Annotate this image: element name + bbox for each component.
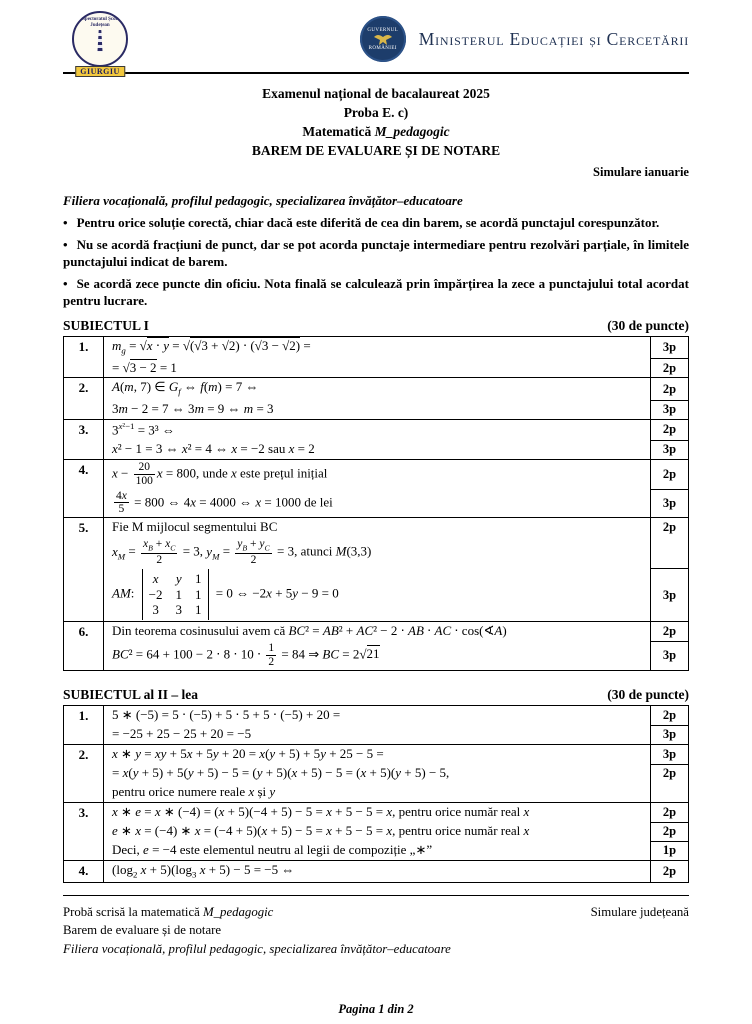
- points-cell: 2p: [650, 861, 688, 882]
- barem-item: [64, 337, 688, 377]
- footer-barem: Barem de evaluare și de notare: [63, 923, 222, 938]
- solution-content: [104, 378, 650, 399]
- solution-content: [104, 622, 650, 641]
- math-line: 3m − 2 = 7 ⇔ 3m = 9 ⇔ m = 3: [112, 400, 274, 416]
- item-number: 1.: [64, 706, 104, 744]
- inspectorate-ring-text: Inspectoratul Școlar Județean: [78, 17, 122, 28]
- solution-content: [104, 706, 650, 725]
- math-line: x² − 1 = 3 ⇔ x² = 4 ⇔ x = −2 sau x = 2: [112, 440, 315, 456]
- header-divider: [63, 72, 689, 74]
- solution-row: [104, 440, 688, 459]
- solution-content: [104, 440, 650, 459]
- gov-seal-text-bottom: ROMÂNIEI: [368, 45, 397, 51]
- points-cell: 2p: [650, 803, 688, 822]
- giurgiu-label: GIURGIU: [75, 66, 125, 77]
- item-number: 5.: [64, 518, 104, 621]
- subject1-table: [63, 336, 689, 670]
- solution-row: [104, 764, 688, 783]
- math-line: Deci, e = −4 este elementul neutru al legii de compoziție „∗”: [112, 841, 433, 857]
- item-number: 2.: [64, 745, 104, 802]
- solution-content: [104, 518, 650, 537]
- gov-seal-text-top: GUVERNUL: [367, 27, 399, 33]
- math-line: x ∗ e = x ∗ (−4) = (x + 5)(−4 + 5) − 5 = x + 5 − 5 = x, pentru orice număr real x: [112, 803, 530, 819]
- barem-item: [64, 744, 688, 802]
- barem-item: [64, 706, 688, 744]
- bullet-marker: •: [63, 276, 68, 292]
- barem-item: [64, 802, 688, 860]
- solution-row: [104, 378, 688, 399]
- math-line: Din teorema cosinusului avem că BC² = AB² + AC² − 2 ⋅ AB ⋅ AC ⋅ cos(∢A): [112, 623, 507, 639]
- math-line: ($\log_2$ $x + 5)(\log_3$ x + 5) − 5 = −5 ⇔: [112, 861, 295, 880]
- barem-item: [64, 517, 688, 621]
- points-cell: 3p: [650, 641, 688, 670]
- item-number: 2.: [64, 378, 104, 418]
- barem-item: [64, 860, 688, 882]
- math-line: = x(y + 5) + 5(y + 5) − 5 = (y + 5)(x + 5) − 5 = (x + 5)(y + 5) − 5,: [112, 764, 450, 780]
- solution-row: [104, 337, 688, 358]
- solution-row: [104, 783, 688, 802]
- solution-row: [104, 400, 688, 419]
- title-block: [63, 84, 689, 161]
- exam-title: Examenul național de bacalaureat 2025: [262, 86, 490, 101]
- item-number: 4.: [64, 861, 104, 882]
- points-cell: 2p: [650, 622, 688, 641]
- points-cell: 3p: [650, 337, 688, 358]
- item-number: 4.: [64, 460, 104, 518]
- solution-row: [104, 725, 688, 744]
- footer-proba: Probă scrisă la matematică M_pedagogic: [63, 904, 274, 919]
- points-cell: 3p: [650, 440, 688, 459]
- item-number: 6.: [64, 622, 104, 670]
- solution-row: [104, 822, 688, 841]
- solution-content: [104, 783, 650, 802]
- math-line: x − $\frac{20}{100}$ x = 800, unde x este prețul inițial: [112, 460, 328, 487]
- ministry-title: Ministerul Educației și Cercetării: [418, 28, 689, 49]
- solution-content: [104, 861, 650, 882]
- solution-content: [104, 841, 650, 860]
- barem-item: [64, 377, 688, 418]
- inspectorate-stamp-icon: [72, 11, 128, 67]
- math-line: BC² = 64 + 100 − 2 ⋅ 8 ⋅ 10 ⋅ $\frac{1}{2}$ = 84 ⇒ BC = 2√21: [112, 641, 380, 668]
- points-cell: 2p: [650, 518, 688, 537]
- solution-content: [104, 745, 650, 764]
- math-line: 5 ∗ (−5) = 5 ⋅ (−5) + 5 ⋅ 5 + 5 ⋅ (−5) + 20 =: [112, 706, 341, 722]
- solution-row: [104, 420, 688, 440]
- solution-content: [104, 764, 650, 783]
- solution-content: [104, 568, 650, 621]
- math-line: = −25 + 25 − 25 + 20 = −5: [112, 725, 252, 741]
- subject-name-line: Matematică M_pedagogic: [302, 124, 450, 140]
- barem-title: BAREM DE EVALUARE ȘI DE NOTARE: [251, 143, 501, 159]
- solution-content: [104, 337, 650, 358]
- points-cell: 2p: [650, 822, 688, 841]
- solution-content: [104, 460, 650, 489]
- page-number: Pagina 1 din 2: [338, 1002, 414, 1016]
- rule-bullet-2: [63, 236, 689, 270]
- rule-text: Pentru orice soluție corectă, chiar dacă este diferită de cea din barem, se acordă punctajul corespunzător.: [76, 214, 660, 230]
- barem-item: [64, 419, 688, 459]
- math-line: = √3 − 2 = 1: [112, 359, 177, 375]
- solution-row: [104, 489, 688, 518]
- subject1-title: SUBIECTUL I: [63, 318, 149, 334]
- points-cell: 2p: [650, 378, 688, 399]
- math-line: $x_M$ = $\frac{x_B + x_C}{2}$ = 3, $y_M$ = $\frac{y_B + y_C}{2}$ = 3, atunci M(3,3): [112, 538, 372, 567]
- math-line: $3^{x^2-1} = 3^3$ ⇔: [112, 420, 175, 437]
- solution-content: [104, 822, 650, 841]
- points-cell: 2p: [650, 420, 688, 440]
- points-cell: 3p: [650, 489, 688, 518]
- subject1-heading: [63, 318, 689, 334]
- item-number: 3.: [64, 420, 104, 459]
- points-cell: 1p: [650, 841, 688, 860]
- solution-content: [104, 725, 650, 744]
- solution-row: [104, 358, 688, 377]
- points-cell: 3p: [650, 745, 688, 764]
- solution-row: [104, 460, 688, 489]
- points-cell: 3p: [650, 568, 688, 621]
- page-footer: [63, 903, 689, 959]
- rule-text: Nu se acordă fracțiuni de punct, dar se pot acorda punctaje intermediare pentru rezolvări parțiale, în limitele punctajului indicat de barem.: [63, 236, 689, 269]
- footer-divider: [63, 895, 689, 896]
- solution-row: [104, 568, 688, 621]
- math-line: x ∗ y = xy + 5x + 5y + 20 = x(y + 5) + 5y + 25 − 5 =: [112, 745, 384, 761]
- rule-bullet-3: [63, 275, 689, 309]
- solution-row: [104, 841, 688, 860]
- subject1-points: (30 de puncte): [607, 318, 689, 334]
- bullet-marker: •: [63, 236, 68, 252]
- footer-session: Simulare județeană: [590, 904, 689, 919]
- points-cell: 3p: [650, 725, 688, 744]
- math-line: $\frac{4x}{5}$ = 800 ⇔ 4x = 4000 ⇔ x = 1000 de lei: [116, 489, 333, 516]
- subject2-table: [63, 705, 689, 883]
- page-header: [63, 10, 689, 76]
- solution-content: [104, 803, 650, 822]
- math-line: Fie M mijlocul segmentului BC: [112, 519, 278, 535]
- solution-content: [104, 641, 650, 670]
- math-line: e ∗ x = (−4) ∗ x = (−4 + 5)(x + 5) − 5 = x + 5 − 5 = x, pentru orice număr real x: [112, 822, 530, 838]
- solution-row: [104, 706, 688, 725]
- solution-row: [104, 641, 688, 670]
- romanian-government-seal-icon: [360, 16, 406, 62]
- solution-row: [104, 537, 688, 568]
- points-cell: 2p: [650, 764, 688, 783]
- math-line: $m_g = √x \cdot y = √(√3 + √2) \cdot (√3 - √2)$ =: [112, 338, 311, 356]
- subject2-heading: [63, 687, 689, 703]
- bullet-marker: •: [63, 214, 68, 230]
- solution-content: [104, 489, 650, 518]
- solution-row: [104, 861, 688, 882]
- math-line: AM: x y 1 −2 1 1 3 3 1 = 0 ⇔ −2x + 5y − 9 = 0: [112, 569, 642, 620]
- points-cell: [650, 783, 688, 802]
- footer-filiera: Filiera vocațională, profilul pedagogic, specializarea învățător–educatoare: [63, 941, 451, 956]
- session-label: Simulare ianuarie: [593, 164, 689, 179]
- points-cell: 3p: [650, 400, 688, 419]
- points-cell: [650, 537, 688, 568]
- math-line: pentru orice numere reale x și y: [112, 783, 276, 799]
- rule-bullet-1: [63, 214, 689, 231]
- filiera-note: Filiera vocațională, profilul pedagogic, specializarea învățător–educatoare: [63, 192, 463, 208]
- item-number: 1.: [64, 337, 104, 377]
- proba-line: Proba E. c): [343, 105, 409, 121]
- barem-item: [64, 459, 688, 518]
- item-number: 3.: [64, 803, 104, 860]
- solution-row: [104, 745, 688, 764]
- rule-text: Se acordă zece puncte din oficiu. Nota finală se calculează prin împărțirea la zece a punctajului total acordat pentru lucrare.: [63, 276, 689, 309]
- solution-row: [104, 622, 688, 641]
- eagle-icon: [373, 33, 393, 46]
- footer-line-1: [63, 903, 689, 922]
- barem-item: [64, 621, 688, 670]
- subject2-title: SUBIECTUL al II – lea: [63, 686, 199, 702]
- solution-content: [104, 420, 650, 440]
- solution-content: [104, 400, 650, 419]
- subject2-points: (30 de puncte): [607, 686, 689, 702]
- ministry-header: [360, 16, 689, 62]
- points-cell: 2p: [650, 358, 688, 377]
- solution-content: [104, 537, 650, 568]
- math-line: A(m, 7) ∈ $G_f$ ⇔ f(m) = 7 ⇔: [112, 379, 259, 398]
- solution-row: [104, 803, 688, 822]
- giurgiu-inspectorate-logo: [63, 11, 137, 75]
- solution-content: [104, 358, 650, 377]
- points-cell: 2p: [650, 706, 688, 725]
- solution-row: [104, 518, 688, 537]
- lighthouse-icon: [96, 30, 105, 52]
- points-cell: 2p: [650, 460, 688, 489]
